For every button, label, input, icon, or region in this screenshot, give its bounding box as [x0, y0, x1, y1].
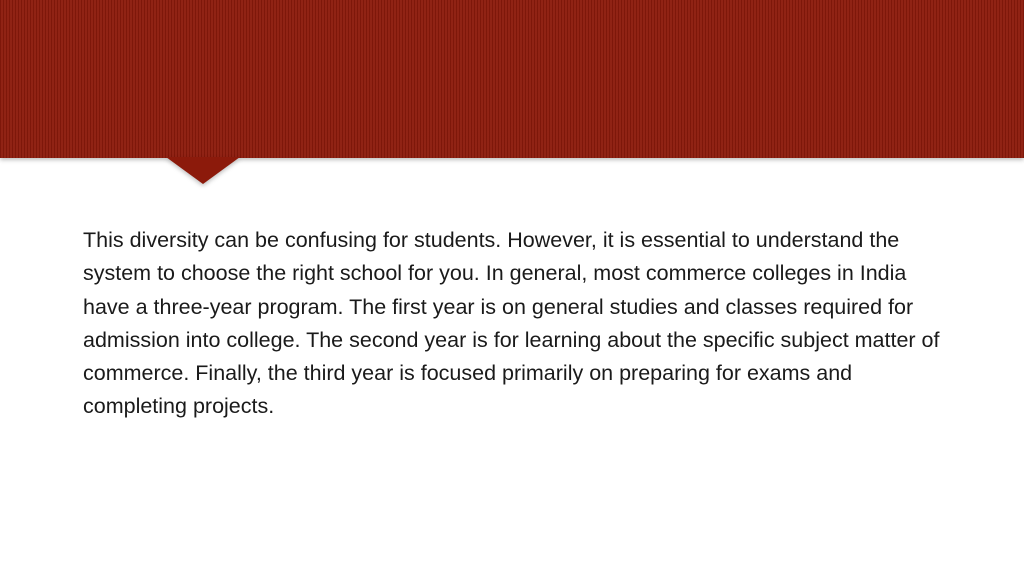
body-paragraph: This diversity can be confusing for students. However, it is essential to understand the system to choose the right school for you. In general, most commerce colleges in India have a three-year program. The first year is on general studies and classes required for admission into college. The second year is for learning about the specific subject matter of commerce. Finally, the third year is focused primarily on preparing for exams and completing projects. — [83, 228, 940, 419]
header-notch-arrow — [166, 157, 240, 184]
header-band — [0, 0, 1024, 158]
